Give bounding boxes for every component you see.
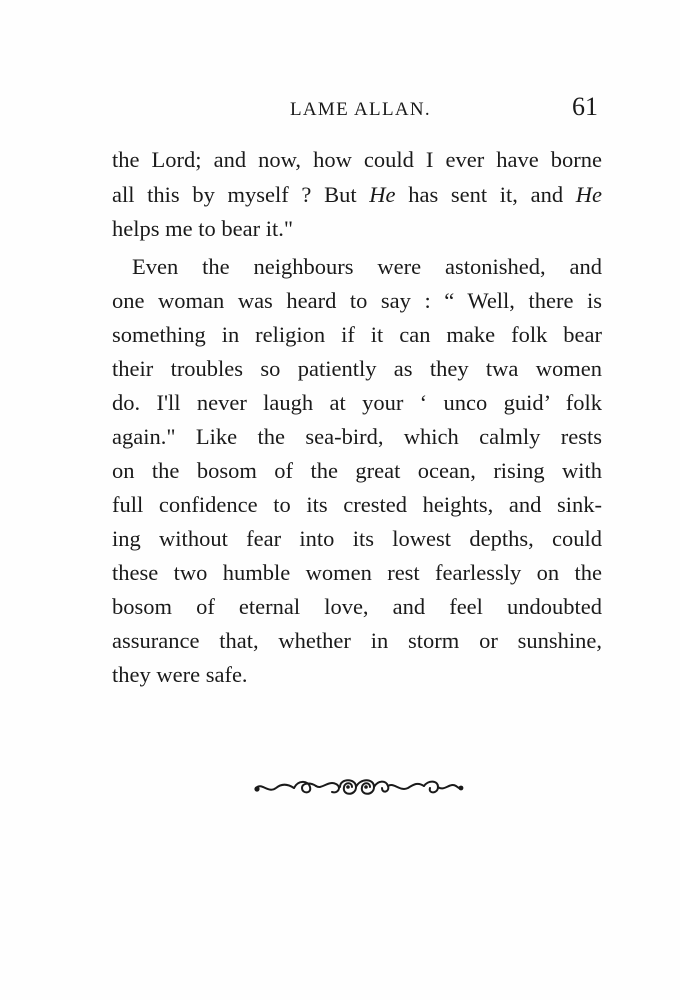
text-line: on the bosom of the great ocean, rising with	[112, 458, 602, 483]
text-line: one woman was heard to say : “ Well, there is	[112, 288, 602, 313]
italic-word: He	[369, 182, 396, 207]
text-line: ing without fear into its lowest depths, could	[112, 526, 602, 551]
scroll-flourish-ornament-icon	[252, 772, 466, 802]
text-line: the Lord; and now, how could I ever have borne	[112, 147, 602, 172]
text-line	[112, 180, 602, 210]
page-number: 61	[572, 92, 598, 121]
text-segment: has sent it, and	[395, 182, 576, 207]
text-line: something in religion if it can make folk bear	[112, 322, 602, 347]
text-line: these two humble women rest fearlessly on the	[112, 560, 602, 585]
paragraph-first-line: Even the neighbours were astonished, and	[132, 254, 602, 279]
text-line: assurance that, whether in storm or sunshine,	[112, 628, 602, 653]
italic-word: He	[575, 182, 602, 207]
text-line: bosom of eternal love, and feel undoubted	[112, 594, 602, 619]
text-line: again." Like the sea-bird, which calmly rests	[112, 424, 602, 449]
text-line: helps me to bear it."	[112, 216, 294, 241]
text-line: their troubles so patiently as they twa women	[112, 356, 602, 381]
text-segment: all this by myself ? But	[112, 182, 370, 207]
running-title: LAME ALLAN.	[290, 99, 431, 120]
text-line: do. I'll never laugh at your ‘ unco guid’ folk	[112, 390, 602, 415]
text-line: they were safe.	[112, 662, 248, 687]
text-line: full confidence to its crested heights, and sink-	[112, 492, 602, 517]
